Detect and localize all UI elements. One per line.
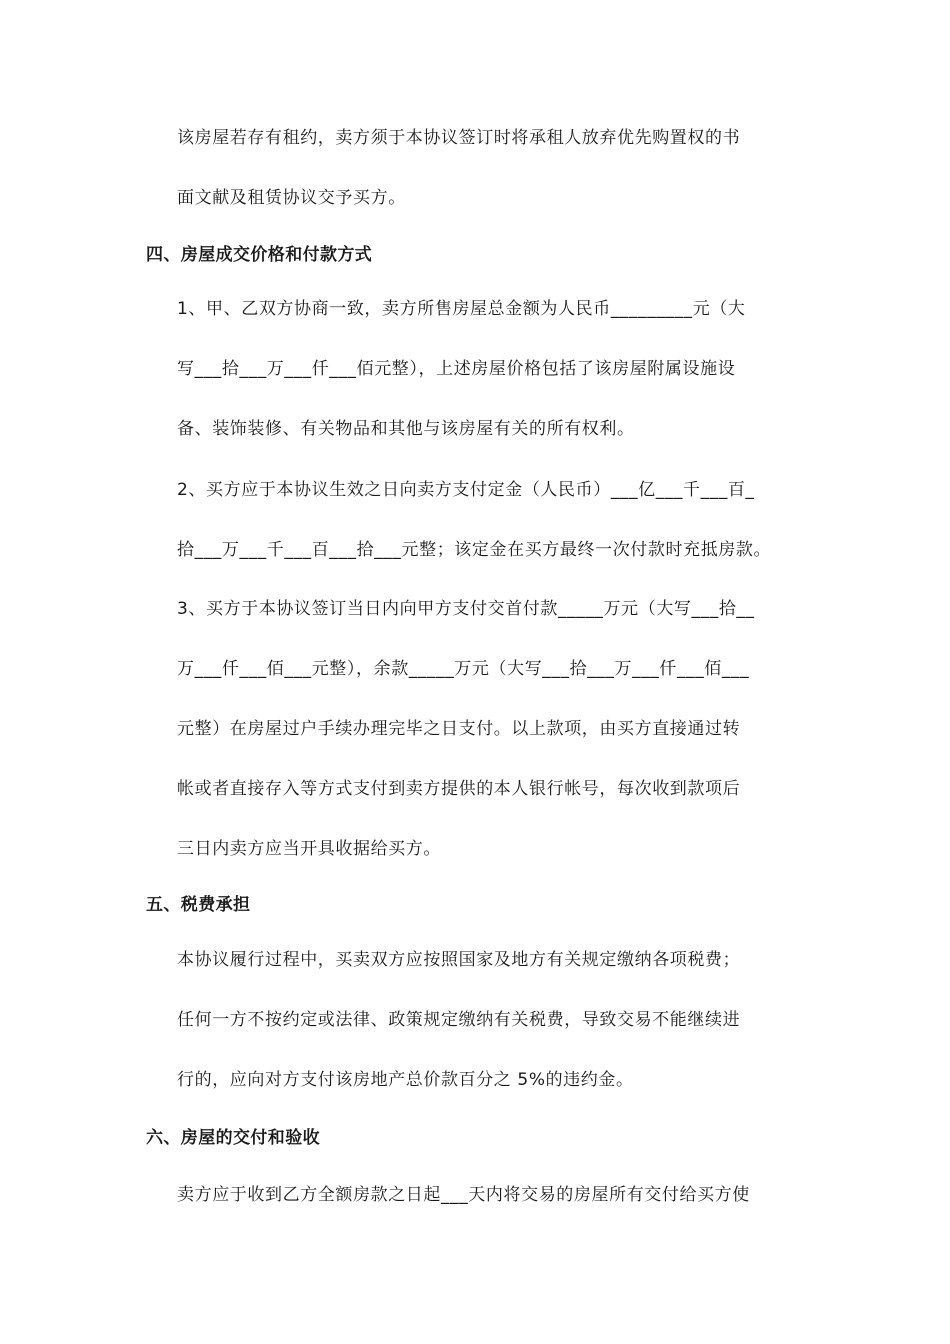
paragraph-line: 三日内卖方应当开具收据给买方。 — [177, 839, 441, 859]
paragraph-line: 备、装饰装修、有关物品和其他与该房屋有关的所有权利。 — [177, 419, 635, 439]
paragraph-line: 元整）在房屋过户手续办理完毕之日支付。以上款项，由买方直接通过转 — [177, 719, 741, 739]
paragraph-line: 面文献及租赁协议交予买方。 — [177, 188, 406, 208]
section-heading: 四、房屋成交价格和付款方式 — [146, 245, 373, 265]
paragraph-line: 任何一方不按约定或法律、政策规定缴纳有关税费，导致交易不能继续进 — [177, 1010, 741, 1030]
paragraph-line: 2、买方应于本协议生效之日向卖方支付定金（人民币）___亿___千___百_ — [177, 480, 755, 500]
paragraph-line: 帐或者直接存入等方式支付到卖方提供的本人银行帐号，每次收到款项后 — [177, 779, 741, 799]
paragraph-line: 卖方应于收到乙方全额房款之日起___天内将交易的房屋所有交付给买方使 — [177, 1185, 750, 1205]
paragraph-line: 拾___万___千___百___拾___元整；该定金在买方最终一次付款时充抵房款。 — [177, 540, 772, 560]
paragraph-line: 1、甲、乙双方协商一致，卖方所售房屋总金额为人民币_________元（大 — [177, 299, 746, 319]
paragraph-line: 万___仟___佰___元整），余款_____万元（大写___拾___万___仟___佰___ — [177, 659, 750, 679]
paragraph-line: 该房屋若存有租约，卖方须于本协议签订时将承租人放弃优先购置权的书 — [177, 128, 741, 148]
paragraph-line: 写___拾___万___仟___佰元整），上述房屋价格包括了该房屋附属设施设 — [177, 359, 736, 379]
section-heading: 六、房屋的交付和验收 — [146, 1128, 320, 1148]
paragraph-line: 本协议履行过程中，买卖双方应按照国家及地方有关规定缴纳各项税费； — [177, 950, 741, 970]
section-heading: 五、税费承担 — [146, 895, 251, 915]
paragraph-line: 3、买方于本协议签订当日内向甲方支付交首付款_____万元（大写___拾__ — [177, 599, 755, 619]
paragraph-line: 行的，应向对方支付该房地产总价款百分之 5%的违约金。 — [177, 1070, 634, 1090]
